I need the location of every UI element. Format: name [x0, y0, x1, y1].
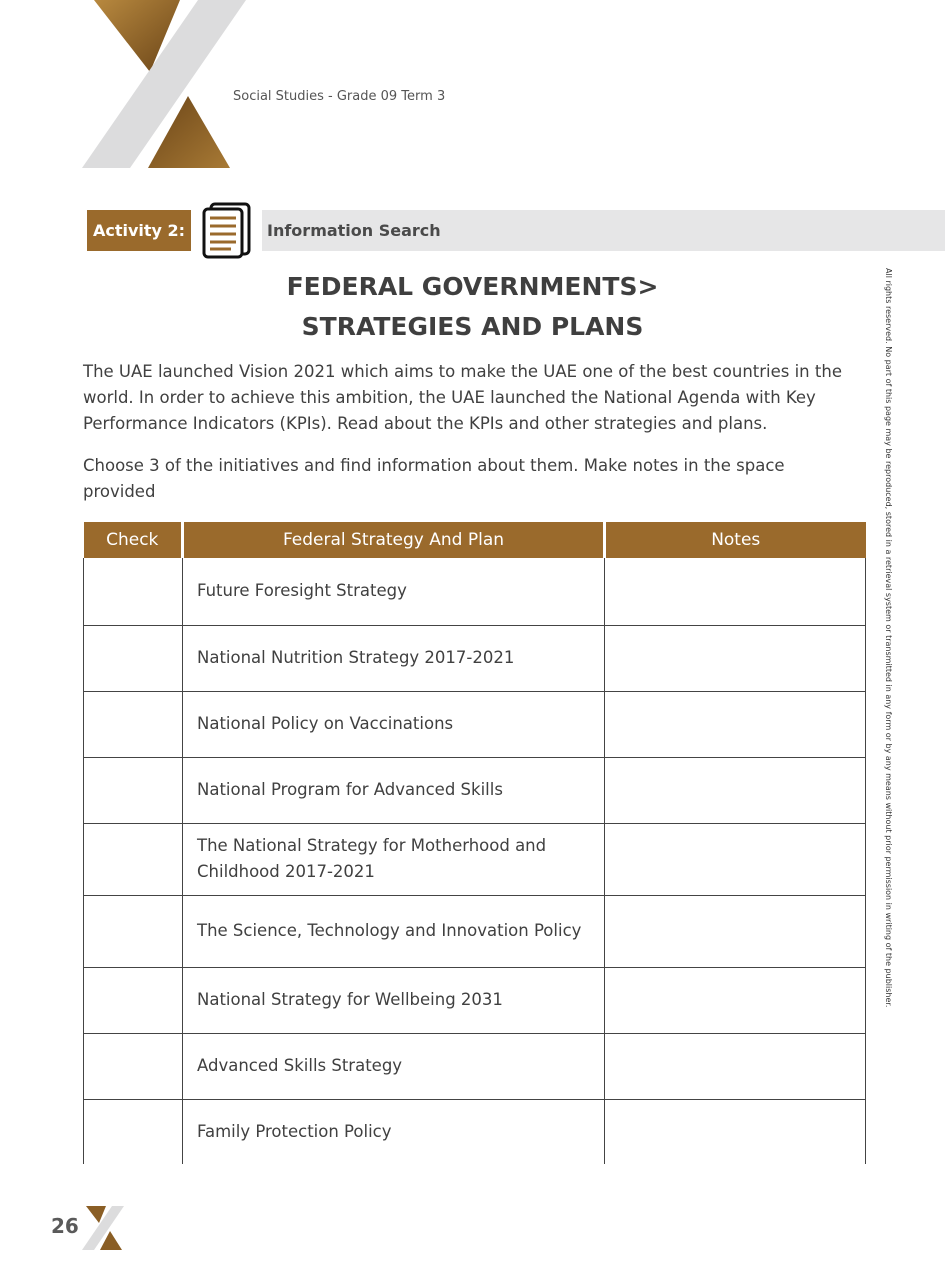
intro-paragraph: The UAE launched Vision 2021 which aims to make the UAE one of the best countries in the world. In order to achieve this ambition, the UAE launched the National Agenda with Key Performance Indicators (KPIs). Read about the KPIs and other strategies and plans.	[83, 362, 842, 433]
strategy-cell: Future Foresight Strategy	[183, 558, 605, 625]
activity-badge: Activity 2:	[87, 210, 191, 251]
notes-cell[interactable]	[605, 967, 866, 1033]
header-notes: Notes	[605, 522, 866, 558]
table-row	[84, 1033, 866, 1099]
strategy-cell: National Policy on Vaccinations	[183, 691, 605, 757]
check-cell[interactable]	[84, 823, 183, 895]
check-cell[interactable]	[84, 558, 183, 625]
page-number: 26	[51, 1214, 79, 1238]
header-check: Check	[84, 522, 183, 558]
table-row	[84, 558, 866, 625]
notes-cell[interactable]	[605, 558, 866, 625]
table-row	[84, 757, 866, 823]
check-cell[interactable]	[84, 757, 183, 823]
copyright-text: All rights reserved. No part of this page may be reproduced, stored in a retrieval system or transmitted in any form or by any means without prior permission in writing of the publisher.	[884, 268, 893, 1008]
footer-logo	[82, 1206, 126, 1250]
table-row	[84, 625, 866, 691]
table-row	[84, 895, 866, 967]
notes-cell[interactable]	[605, 823, 866, 895]
publisher-logo	[80, 0, 250, 168]
strategy-cell: National Strategy for Wellbeing 2031	[183, 967, 605, 1033]
page-title	[260, 267, 685, 347]
table-row	[84, 1099, 866, 1164]
strategy-cell: The National Strategy for Motherhood and Childhood 2017-2021	[183, 823, 605, 895]
activity-title: Information Search	[267, 221, 441, 240]
check-cell[interactable]	[84, 1033, 183, 1099]
strategy-cell: The Science, Technology and Innovation Policy	[183, 895, 605, 967]
check-cell[interactable]	[84, 1099, 183, 1164]
check-cell[interactable]	[84, 895, 183, 967]
instructions-paragraph: Choose 3 of the initiatives and find information about them. Make notes in the space provided	[83, 456, 785, 501]
strategy-cell: National Nutrition Strategy 2017-2021	[183, 625, 605, 691]
copyright-notice	[880, 268, 896, 1008]
page-title-line2: STRATEGIES AND PLANS	[301, 312, 644, 341]
header-strategy: Federal Strategy And Plan	[183, 522, 605, 558]
table-row	[84, 691, 866, 757]
notes-cell[interactable]	[605, 757, 866, 823]
strategy-cell: Family Protection Policy	[183, 1099, 605, 1164]
notes-cell[interactable]	[605, 625, 866, 691]
check-cell[interactable]	[84, 967, 183, 1033]
table-header-row	[84, 522, 866, 558]
check-cell[interactable]	[84, 691, 183, 757]
strategy-table	[83, 522, 866, 1164]
notes-cell[interactable]	[605, 1033, 866, 1099]
strategy-cell: National Program for Advanced Skills	[183, 757, 605, 823]
notes-cell[interactable]	[605, 895, 866, 967]
check-cell[interactable]	[84, 625, 183, 691]
notes-cell[interactable]	[605, 691, 866, 757]
strategy-cell: Advanced Skills Strategy	[183, 1033, 605, 1099]
table-row	[84, 967, 866, 1033]
document-icon	[201, 202, 253, 259]
table-row	[84, 823, 866, 895]
page-title-line1: FEDERAL GOVERNMENTS>	[286, 272, 659, 301]
notes-cell[interactable]	[605, 1099, 866, 1164]
header-subtitle: Social Studies - Grade 09 Term 3	[233, 89, 446, 104]
activity-title-bar	[262, 210, 945, 251]
